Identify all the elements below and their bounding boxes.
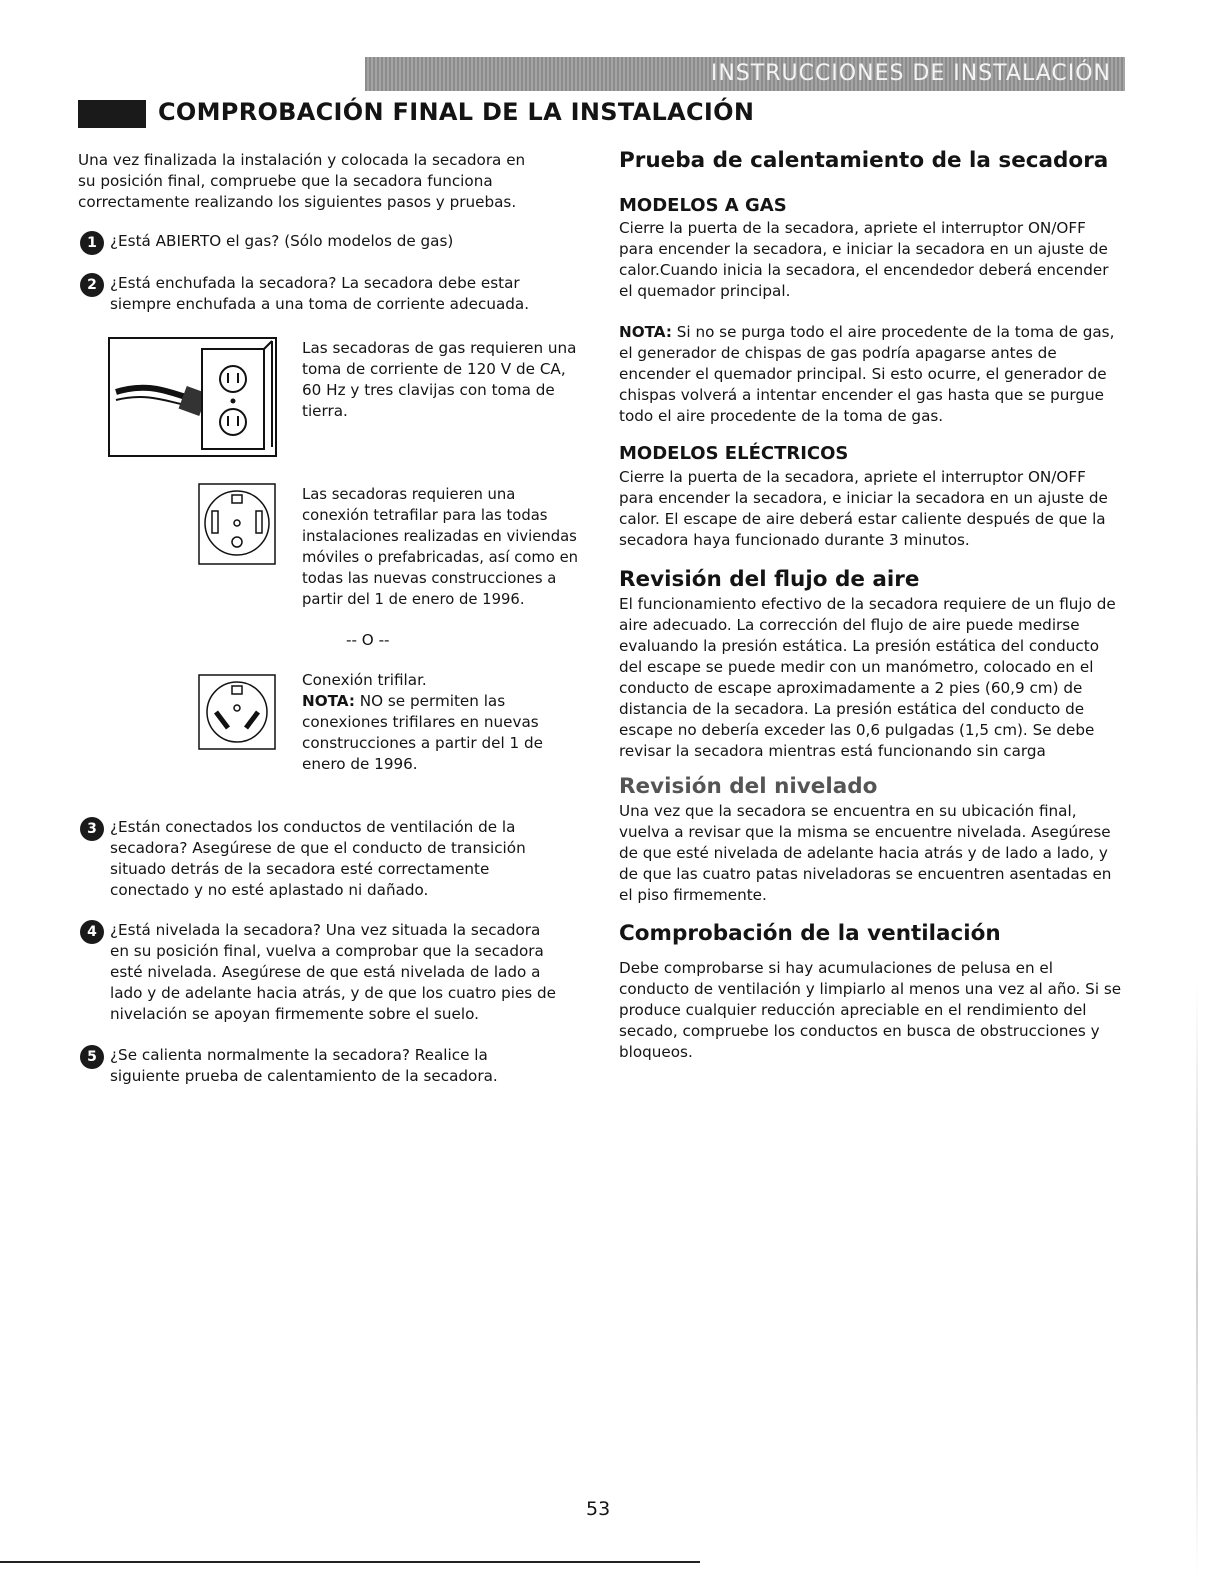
ventilation-text: Debe comprobarse si hay acumulaciones de pelusa en el conducto de ventilación y limpiarlo al menos una vez al año. Si se produce cualquier reducción apreciable en el rendimiento del secado, compruebe los conductos en busca de obstrucciones y bloqueos. [619, 959, 1122, 1061]
gas-models-text: Cierre la puerta de la secadora, apriete el interruptor ON/OFF para encender la secadora, e iniciar la secadora en un ajuste de calor.Cuando inicia la secadora, el encendedor deberá encender el quemador principal. [619, 219, 1109, 300]
step-number: 3 [80, 817, 104, 841]
leveling-heading: Revisión del nivelado [619, 774, 878, 799]
step-5 [80, 1045, 560, 1087]
four-wire-receptacle-icon [198, 483, 276, 565]
page-number: 53 [586, 1498, 611, 1520]
four-wire-caption: Las secadoras requieren una conexión tetrafilar para las todas instalaciones realizadas en viviendas móviles o prefabricadas, así como en todas las nuevas construcciones a partir del 1 de enero de 1996. [302, 486, 579, 608]
bottom-rule [0, 1561, 700, 1563]
electric-models-heading: MODELOS ELÉCTRICOS [619, 443, 849, 464]
step-4 [80, 920, 560, 1025]
three-wire-receptacle-icon [198, 674, 276, 750]
plug-outlet-figure [108, 337, 277, 457]
step-text: ¿Están conectados los conductos de ventilación de la secadora? Asegúrese de que el conducto de transición situado detrás de la secadora esté correctamente conectado y no esté aplastado ni dañado. [110, 818, 526, 899]
gas-outlet-caption: Las secadoras de gas requieren una toma de corriente de 120 V de CA, 60 Hz y tres clavijas con toma de tierra. [302, 339, 577, 420]
step-text: ¿Está ABIERTO el gas? (Sólo modelos de gas) [110, 232, 454, 250]
section-banner [365, 57, 1125, 91]
plug-outlet-icon [108, 337, 277, 457]
three-wire-note [302, 691, 572, 775]
gas-models-heading: MODELOS A GAS [619, 195, 787, 216]
airflow-text: El funcionamiento efectivo de la secadora requiere de un flujo de aire adecuado. La corrección del flujo de aire puede medirse evaluando la presión estática. La presión estática del conducto del escape se puede medir con un manómetro, colocado en el conducto de escape aproximadamente a 2 pies (60,9 cm) de distancia de la secadora. La presión estática del conducto de escape no debería exceder las 0,6 pulgadas (1,5 cm). Se debe revisar la secadora mientras está funcionando sin carga [619, 595, 1116, 760]
scan-edge [1196, 980, 1198, 1580]
section-marker [78, 100, 146, 128]
intro-paragraph: Una vez finalizada la instalación y colocada la secadora en su posición final, compruebe que la secadora funciona correctamente realizando los siguientes pasos y pruebas. [78, 151, 526, 211]
note-text: Si no se purga todo el aire procedente de la toma de gas, el generador de chispas de gas podría apagarse antes de encender el quemador principal. Si esto ocurre, el generador de chispas volverá a intentar encender el gas hasta que se purgue todo el aire procedente de la toma de gas. [619, 323, 1115, 425]
step-text: ¿Está nivelada la secadora? Una vez situada la secadora en su posición final, vuelva a comprobar que la secadora esté nivelada. Asegúrese de que está nivelada de lado a lado y de adelante hacia atrás, y de que los cuatro pies de nivelación se apoyan firmemente sobre el suelo. [110, 921, 557, 1023]
step-number: 1 [80, 231, 104, 255]
step-number: 2 [80, 273, 104, 297]
four-wire-figure [198, 483, 276, 565]
airflow-heading: Revisión del flujo de aire [619, 567, 920, 592]
note-text: NO se permiten las conexiones trifilares en nuevas construcciones a partir del 1 de enero de 1996. [302, 692, 544, 773]
three-wire-caption [302, 670, 572, 775]
ventilation-heading: Comprobación de la ventilación [619, 921, 1001, 946]
note-label: NOTA: [619, 323, 672, 341]
three-wire-label: Conexión trifilar. [302, 671, 427, 689]
step-1 [80, 231, 560, 252]
step-text: ¿Está enchufada la secadora? La secadora debe estar siempre enchufada a una toma de corriente adecuada. [110, 274, 530, 313]
leveling-text: Una vez que la secadora se encuentra en su ubicación final, vuelva a revisar que la misma se encuentre nivelada. Asegúrese de que esté nivelada de adelante hacia atrás y de lado a lado, y de que las cuatro patas niveladoras se encuentren asentadas en el piso firmemente. [619, 802, 1112, 904]
step-3 [80, 817, 550, 901]
heating-test-heading: Prueba de calentamiento de la secadora [619, 148, 1109, 173]
or-divider: -- O -- [346, 631, 390, 649]
electric-models-text: Cierre la puerta de la secadora, apriete el interruptor ON/OFF para encender la secadora, e iniciar la secadora en un ajuste de calor. El escape de aire deberá estar caliente después de que la secadora haya funcionado durante 3 minutos. [619, 468, 1108, 549]
step-number: 5 [80, 1045, 104, 1069]
gas-note [619, 322, 1125, 427]
step-2 [80, 273, 560, 315]
step-number: 4 [80, 920, 104, 944]
step-text: ¿Se calienta normalmente la secadora? Realice la siguiente prueba de calentamiento de la secadora. [110, 1046, 498, 1085]
banner-text: INSTRUCCIONES DE INSTALACIÓN [710, 61, 1111, 86]
page-title: COMPROBACIÓN FINAL DE LA INSTALACIÓN [158, 98, 755, 126]
three-wire-figure [198, 674, 276, 750]
note-label: NOTA: [302, 692, 355, 710]
